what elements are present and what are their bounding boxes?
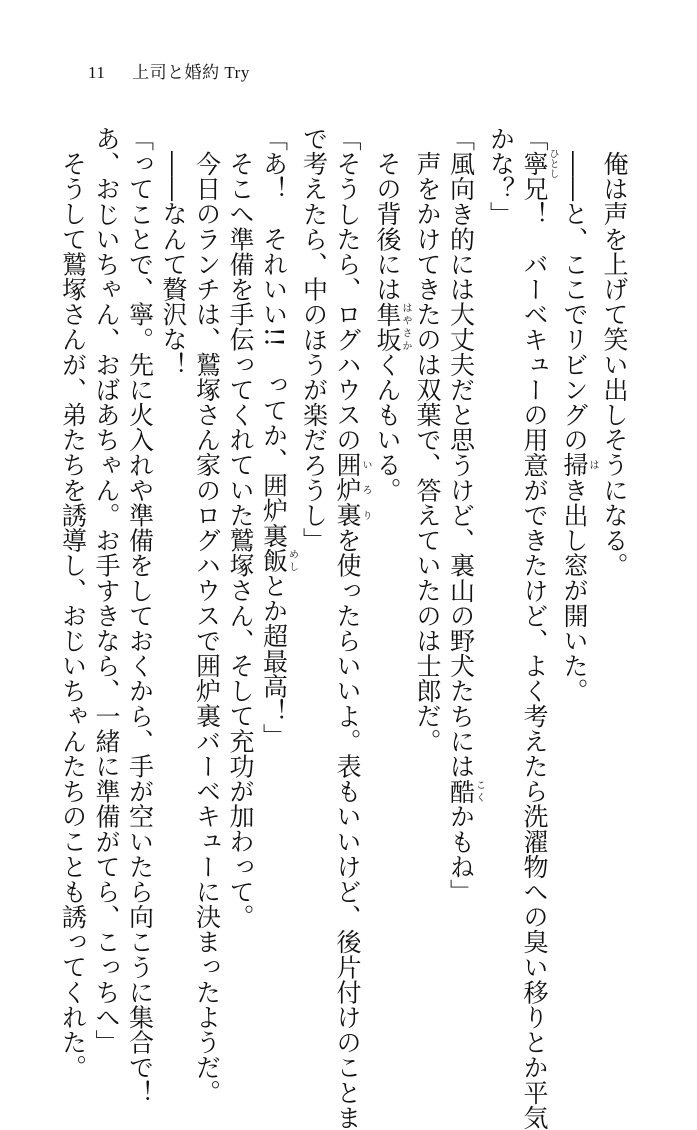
text-line: 今日のランチは、鷲塚さん家のログハウスで囲炉裏バーベキューに決まったようだ。 [192, 151, 222, 1105]
text-line: そうして鷲塚さんが、弟たちを誘導し、おじいちゃんたちのことも誘ってくれた。 [58, 151, 88, 1080]
text-line: あ、おじいちゃん、おばあちゃん。お手すきなら、一緒に準備がてら、こっちへ」 [92, 126, 121, 1055]
text-line: 「そうしたら、ログハウスの囲炉裏いろりを使ったらいいよ。表もいいけど、後片付けのことま [333, 126, 371, 1130]
text-line: 俺は声を上げて笑い出しそうになる。 [600, 151, 629, 578]
text-line: で考えたら、中のほうが楽だろうし」 [299, 126, 329, 553]
furigana: 隼坂はやさか [373, 301, 411, 352]
page-number: 11 [88, 63, 106, 82]
text-line: 「あ！ それいい!! ってか、囲炉裏飯めしとか超最高！」 [259, 126, 298, 749]
text-line: 「ってことで、寧。先に火入れや準備をしておくから、手が空いたら向こうに集合で！ [125, 126, 155, 1105]
furigana: 囲炉裏いろり [333, 452, 371, 528]
text-line: 「風向き的には大丈夫だと思うけど、裏山の野犬たちには酷こくかもね」 [446, 126, 485, 905]
page-header [88, 58, 250, 83]
furigana: 酷こく [446, 778, 485, 804]
text-line: 「寧ひとし兄！ バーベキューの用意ができたけど、よく考えたら洗濯物への臭い移りとか平気 [520, 126, 558, 1130]
text-line: かな？」 [486, 126, 516, 227]
furigana: 掃は [560, 452, 598, 478]
body-text [31, 126, 631, 1130]
furigana: 寧ひとし [520, 148, 558, 179]
text-line: ――なんて贅沢な！ [159, 151, 188, 377]
chapter-title: 上司と婚約 Try [132, 63, 250, 82]
text-line: そこへ準備を手伝ってくれていた鷲塚さん、そして充功が加わって。 [226, 151, 255, 930]
text-line: ――と、ここでリビングの掃はき出し窓が開いた。 [560, 151, 598, 704]
text-line: 声をかけてきたのは双葉で、答えていたのは士郎だ。 [413, 151, 442, 754]
text-line: その背後には隼坂はやさかくんもいる。 [373, 151, 411, 503]
furigana: 飯めし [259, 547, 298, 574]
